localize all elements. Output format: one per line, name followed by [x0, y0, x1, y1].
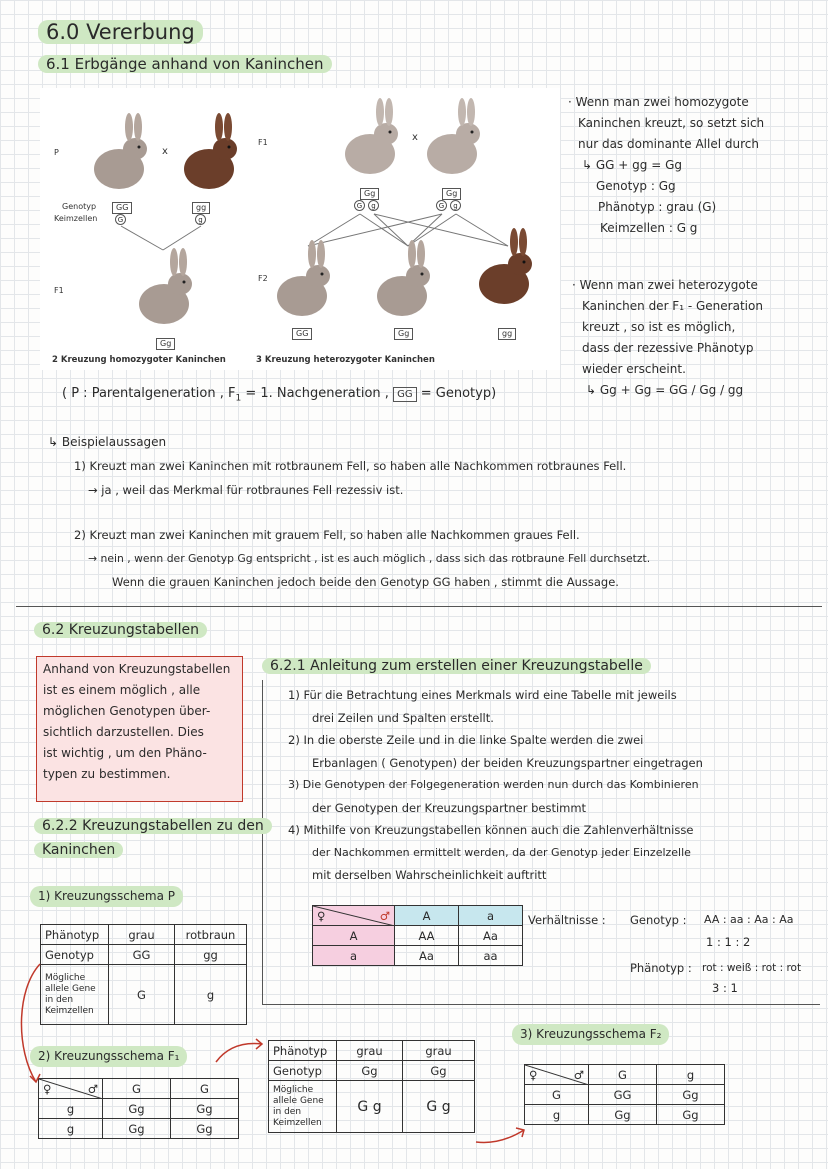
t3-keimzelle-1: G g [337, 1081, 403, 1133]
genotyp-ratio-label: Genotyp : [630, 913, 687, 927]
male-symbol: ♂ [379, 908, 390, 923]
step-3a: 3) Die Genotypen der Folgegeneration werden nun durch das Kombinieren [288, 778, 699, 791]
fig3-child2-genotype: Gg [394, 328, 413, 340]
step-4b: der Nachkommen ermittelt werden, da der Genotyp jeder Einzelzelle [312, 845, 691, 859]
step-1b: drei Zeilen und Spalten erstellt. [312, 710, 494, 725]
t4-col-1: G [589, 1065, 657, 1085]
section-divider [16, 606, 822, 607]
fig3-parent2-gamete-G: G [436, 200, 447, 211]
kreuzungsschema-f1-table [38, 1078, 239, 1139]
definition-box: Anhand von Kreuzungstabellen ist es einem möglich , alle möglichen Genotypen über- sichtlich darzustellen. Dies ist wichtig , um den Phäno- typen zu bestimmen. [36, 656, 243, 802]
example-2-answer-1: → nein , wenn der Genotyp Gg entspricht , ist es auch möglich , dass sich das rotbraune Fell durchsetzt. [88, 552, 651, 565]
rabbit-grey-child [130, 248, 202, 328]
t1-phaenotyp-label: Phänotyp [41, 925, 109, 945]
fig2-caption: 2 Kreuzung homozygoter Kaninchen [52, 355, 226, 365]
t3-genotyp-2: Gg [403, 1061, 475, 1081]
rabbit-grey-f2-b [368, 240, 440, 320]
t1-rotbraun: rotbraun [175, 925, 247, 945]
step-2a: 2) In die oberste Zeile und in die linke Spalte werden die zwei [288, 733, 644, 747]
table-corner-cell [313, 906, 395, 926]
red-arrow-bottom [472, 1120, 532, 1150]
instructions-left-border [262, 680, 263, 1004]
t2-col-2: G [171, 1079, 239, 1099]
punnett-table-Aa [312, 905, 523, 966]
t4-cell-11: GG [589, 1085, 657, 1105]
col-header-a: a [459, 906, 523, 926]
t1-genotyp-GG: GG [109, 945, 175, 965]
fig3-child1-genotype: GG [292, 328, 312, 340]
phaenotyp-ratio-numbers: 3 : 1 [712, 981, 738, 995]
step-2b: Erbanlagen ( Genotypen) der beiden Kreuzungspartner eingetragen [312, 755, 703, 770]
row-header-A: A [313, 926, 395, 946]
t4-cell-22: Gg [657, 1105, 725, 1125]
schema-1-label: 1) Kreuzungsschema P [30, 886, 183, 907]
cell-Aa-1: Aa [459, 926, 523, 946]
fig3-parent2-genotype: Gg [442, 188, 461, 200]
rabbit-grey-f2-a [268, 240, 340, 320]
t4-col-2: g [657, 1065, 725, 1085]
red-arrow-left [10, 960, 50, 1090]
t4-corner [525, 1065, 589, 1085]
note-homozygous: · Wenn man zwei homozygote Kaninchen kreuzt, so setzt sich nur das dominante Allel durch ↳ GG + gg = Gg Genotyp : Gg Phänotyp : grau (G) Keimzellen : G g [568, 95, 765, 235]
fig2-keimzellen-label: Keimzellen [54, 214, 98, 223]
t4-male-symbol: ♂ [573, 1067, 584, 1082]
cell-aa: aa [459, 946, 523, 966]
fig3-caption: 3 Kreuzung heterozygoter Kaninchen [256, 355, 435, 365]
rabbit-grey-f1-b [418, 98, 490, 178]
fig2-parent2-gamete: g [195, 214, 206, 225]
step-3b: der Genotypen der Kreuzungspartner bestimmt [312, 800, 587, 815]
fig3-f1-label: F1 [258, 138, 268, 147]
t1-keimzelle-g: g [175, 965, 247, 1025]
cell-Aa-2: Aa [395, 946, 459, 966]
fig3-parent2-gamete-g: g [450, 200, 461, 211]
step-1a: 1) Für die Betrachtung eines Merkmals wird eine Tabelle mit jeweils [288, 688, 677, 702]
t1-grau: grau [109, 925, 175, 945]
heading-6-2-1: 6.2.1 Anleitung zum erstellen einer Kreuzungstabelle [262, 658, 651, 674]
example-2: 2) Kreuzt man zwei Kaninchen mit grauem Fell, so haben alle Nachkommen graues Fell. [74, 528, 580, 542]
example-2-answer-2: Wenn die grauen Kaninchen jedoch beide den Genotyp GG haben , stimmt die Aussage. [112, 575, 619, 589]
kreuzungsschema-f2-table [524, 1064, 725, 1125]
t4-cell-21: Gg [589, 1105, 657, 1125]
t3-phaenotyp-label: Phänotyp [269, 1041, 337, 1061]
note-heterozygous: · Wenn man zwei heterozygote Kaninchen der F₁ - Generation kreuzt , so ist es möglich, dass der rezessive Phänotyp wieder erscheint. ↳ Gg + Gg = GG / Gg / gg [572, 278, 763, 397]
t2-female-symbol: ♀ [43, 1081, 52, 1096]
female-symbol: ♀ [317, 908, 326, 923]
fig2-child-genotype: Gg [156, 338, 175, 350]
genotyp-ratio: AA : aa : Aa : Aa [704, 913, 794, 926]
t3-genotyp-label: Genotyp [269, 1061, 337, 1081]
t3-moegliche-label: Mögliche allele Gene in den Keimzellen [269, 1081, 337, 1133]
t2-cell-21: Gg [103, 1119, 171, 1139]
t2-row-2: g [39, 1119, 103, 1139]
t3-keimzelle-2: G g [403, 1081, 475, 1133]
t1-moegliche-label: Mögliche allele Gene in den Keimzellen [41, 965, 109, 1025]
fig2-p-label: P [54, 148, 59, 157]
rabbit-figure [40, 88, 560, 370]
t3-grau-1: grau [337, 1041, 403, 1061]
t2-cell-12: Gg [171, 1099, 239, 1119]
instructions-list [288, 684, 818, 887]
fig3-parent1-genotype: Gg [360, 188, 379, 200]
t4-female-symbol: ♀ [529, 1067, 538, 1082]
heading-6-2-2-line2: Kaninchen [34, 842, 123, 858]
rabbit-brown-parent [175, 113, 247, 193]
t1-genotyp-label: Genotyp [41, 945, 109, 965]
rabbit-brown-f2 [470, 228, 542, 308]
fig3-cross: x [412, 132, 418, 143]
t3-grau-2: grau [403, 1041, 475, 1061]
t1-keimzelle-G: G [109, 965, 175, 1025]
instructions-bottom-border [262, 1004, 820, 1005]
fig2-f1-label: F1 [54, 286, 64, 295]
t2-cell-22: Gg [171, 1119, 239, 1139]
col-header-A: A [395, 906, 459, 926]
fig2-parent2-genotype: gg [192, 202, 210, 214]
page-title: 6.0 Vererbung [38, 20, 203, 44]
t4-row-1: G [525, 1085, 589, 1105]
fig2-parent1-gamete: G [115, 214, 126, 225]
kreuzungsschema-f1-phaenotyp-table [268, 1040, 475, 1133]
t1-genotyp-gg: gg [175, 945, 247, 965]
ratio-label: Verhältnisse : [528, 913, 606, 927]
phaenotyp-ratio: rot : weiß : rot : rot [702, 962, 802, 974]
section-heading-6-1: 6.1 Erbgänge anhand von Kaninchen [38, 55, 332, 73]
schema-2-label: 2) Kreuzungsschema F₁ [30, 1046, 187, 1067]
fig3-parent1-gamete-g: g [368, 200, 379, 211]
cell-AA: AA [395, 926, 459, 946]
fig2-genotyp-label: Genotyp [62, 202, 97, 211]
fig2-cross: x [162, 146, 168, 157]
rabbit-grey-parent [85, 113, 157, 193]
t2-col-1: G [103, 1079, 171, 1099]
t2-cell-11: Gg [103, 1099, 171, 1119]
phaenotyp-ratio-label: Phänotyp : [630, 961, 692, 975]
red-arrow-top [212, 1036, 268, 1066]
schema-3-label: 3) Kreuzungsschema F₂ [512, 1024, 669, 1045]
t3-genotyp-1: Gg [337, 1061, 403, 1081]
fig2-parent1-genotype: GG [112, 202, 132, 214]
step-4c: mit derselben Wahrscheinlichkeit auftritt [312, 868, 547, 882]
t2-male-symbol: ♂ [87, 1081, 98, 1096]
fig3-parent1-gamete-G: G [354, 200, 365, 211]
fig3-child3-genotype: gg [498, 328, 516, 340]
step-4a: 4) Mithilfe von Kreuzungstabellen können auch die Zahlenverhältnisse [288, 823, 694, 837]
figure-legend: ( P : Parentalgeneration , $F_1 = 1$. Nachgeneration , GG = Genotyp) [62, 386, 497, 404]
kreuzungsschema-p-table [40, 924, 247, 1025]
examples-heading: ↳ Beispielaussagen [48, 435, 167, 449]
genotyp-ratio-numbers: 1 : 1 : 2 [706, 935, 751, 949]
t4-row-2: g [525, 1105, 589, 1125]
row-header-a: a [313, 946, 395, 966]
fig3-f2-label: F2 [258, 274, 268, 283]
example-1-answer: → ja , weil das Merkmal für rotbraunes Fell rezessiv ist. [88, 483, 404, 497]
heading-6-2-2: 6.2.2 Kreuzungstabellen zu den [34, 818, 272, 834]
rabbit-grey-f1-a [336, 98, 408, 178]
section-heading-6-2: 6.2 Kreuzungstabellen [34, 622, 207, 638]
t2-row-1: g [39, 1099, 103, 1119]
example-1: 1) Kreuzt man zwei Kaninchen mit rotbraunem Fell, so haben alle Nachkommen rotbraunes Fell. [74, 459, 627, 473]
t4-cell-12: Gg [657, 1085, 725, 1105]
